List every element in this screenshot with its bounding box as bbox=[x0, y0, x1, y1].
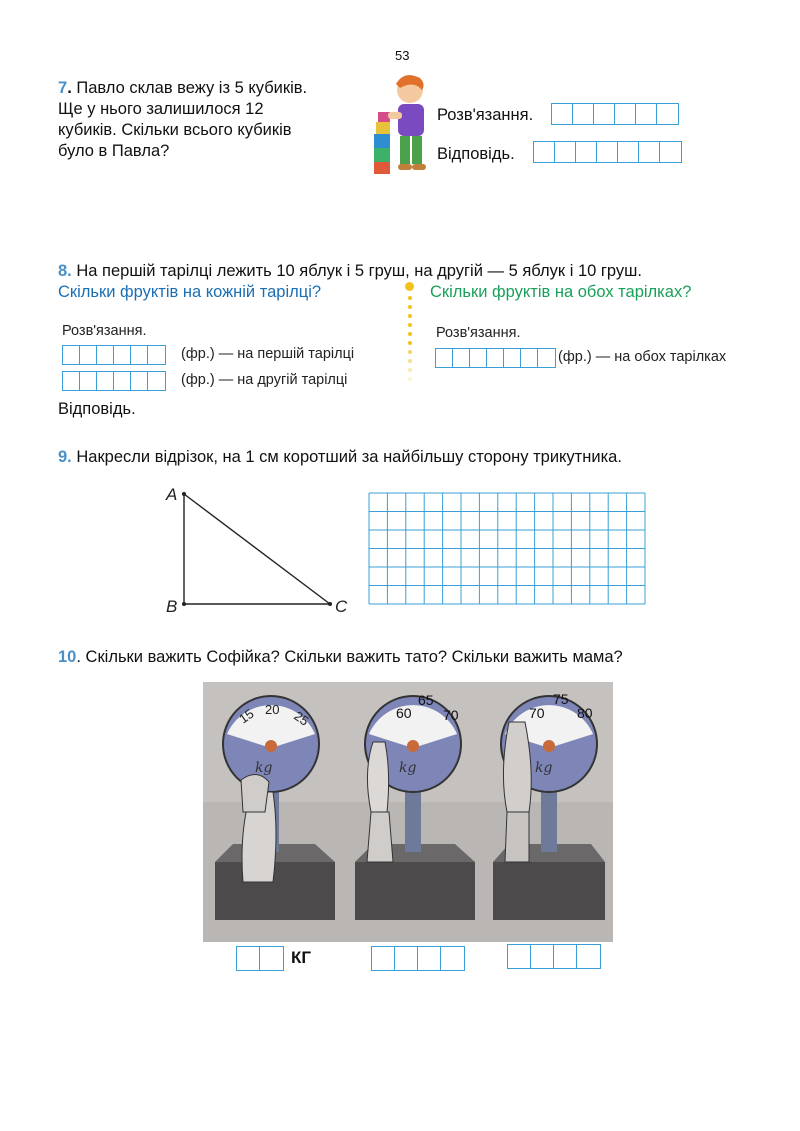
task8-text: 8. На першій тарілці лежить 10 яблук і 5 груш, на другій — 5 яблук і 10 груш. bbox=[58, 262, 642, 280]
task8-row2-cells[interactable] bbox=[62, 371, 166, 391]
task9-drawing-grid[interactable] bbox=[368, 492, 646, 605]
task8-row3-cells[interactable] bbox=[435, 348, 556, 368]
task7-answer-cells[interactable] bbox=[533, 141, 682, 163]
task8-right-solution-label: Розв'язання. bbox=[436, 325, 521, 341]
task8-left-solution-label: Розв'язання. bbox=[62, 323, 147, 339]
task10-father-cells[interactable] bbox=[371, 946, 465, 971]
task8-question-right: Скільки фруктів на обох тарілках? bbox=[430, 283, 692, 301]
task8-question-left: Скільки фруктів на кожній тарілці? bbox=[58, 283, 322, 301]
triangle-outline bbox=[184, 494, 330, 604]
scale2-tick-mid: 65 bbox=[418, 692, 434, 708]
task8-row2-label: (фр.) — на другій тарілці bbox=[181, 372, 348, 388]
task10-text: 10. Скільки важить Софійка? Скільки важить тато? Скільки важить мама? bbox=[58, 648, 623, 666]
boy-with-cubes-illustration bbox=[374, 72, 436, 174]
task9-number: 9. bbox=[58, 448, 72, 466]
task7-solution-label: Розв'язання. bbox=[437, 106, 534, 124]
scale3-tick-mid: 75 bbox=[553, 691, 569, 707]
vertex-a-point bbox=[182, 492, 186, 496]
right-triangle-figure bbox=[160, 482, 360, 617]
task8-row1-label: (фр.) — на першій тарілці bbox=[181, 346, 355, 362]
scale2-tick-right: 70 bbox=[443, 707, 459, 723]
scale2-tick-left: 60 bbox=[396, 705, 412, 721]
scale1-tick-mid: 20 bbox=[265, 702, 280, 717]
vertex-b-point bbox=[182, 602, 186, 606]
vertex-c-point bbox=[328, 602, 332, 606]
vertex-b-label: B bbox=[166, 597, 178, 616]
task9-text: 9. Накресли відрізок, на 1 см коротший за найбільшу сторону трикутника. bbox=[58, 448, 622, 466]
task10-sofiyka-cells[interactable] bbox=[236, 946, 284, 971]
scale2-unit: kg bbox=[399, 760, 417, 776]
page-number: 53 bbox=[395, 48, 410, 63]
task8-number: 8. bbox=[58, 262, 72, 280]
scales-photo bbox=[203, 682, 613, 942]
task10-number: 10 bbox=[58, 648, 77, 666]
vertex-a-label: A bbox=[166, 485, 178, 504]
task8-row1-cells[interactable] bbox=[62, 345, 166, 365]
scale1-tick-left: 15 bbox=[236, 705, 257, 727]
scale3-unit: kg bbox=[535, 760, 553, 776]
task10-mother-cells[interactable] bbox=[507, 944, 601, 969]
task10-unit-label: КГ bbox=[291, 948, 312, 967]
scale3-tick-right: 80 bbox=[577, 705, 593, 721]
scale1-unit: kg bbox=[255, 760, 273, 776]
task7-answer-label: Відповідь. bbox=[437, 145, 515, 163]
task8-answer-label: Відповідь. bbox=[58, 400, 136, 418]
task7-solution-cells[interactable] bbox=[551, 103, 679, 125]
task7-number: 7 bbox=[58, 79, 68, 97]
vertex-c-label: C bbox=[335, 597, 348, 616]
scale1-tick-right: 25 bbox=[291, 708, 312, 729]
scale3-tick-left: 70 bbox=[529, 705, 545, 721]
task8-row3-label: (фр.) — на обох тарілках bbox=[558, 349, 727, 365]
dotted-divider bbox=[405, 282, 415, 392]
task7-text: 7. Павло склав вежу із 5 кубиків. Ще у нього залишилося 12 кубиків. Скільки всього кубиків було в Павла? bbox=[58, 79, 308, 160]
